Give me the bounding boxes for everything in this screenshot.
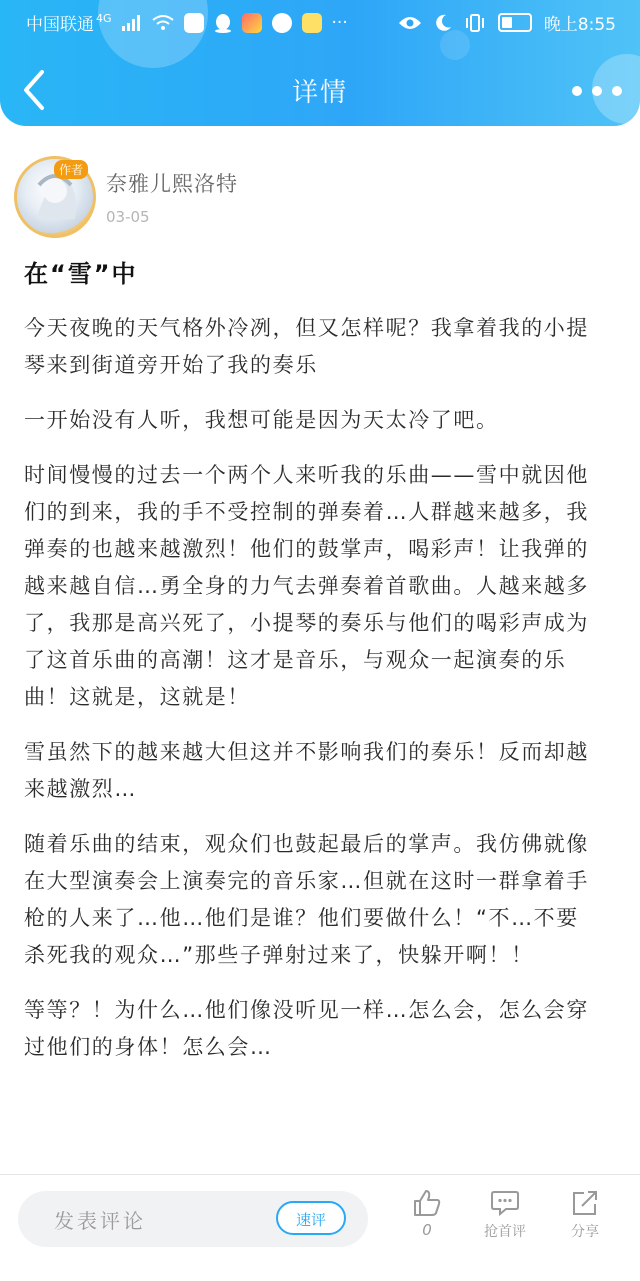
app-header: [0, 0, 640, 126]
status-bar: [0, 0, 640, 44]
more-notifications-icon: ···: [331, 12, 348, 33]
battery-icon: [498, 13, 532, 32]
first-comment-label: 抢首评: [484, 1224, 526, 1240]
article-title: 在“雪”中: [24, 260, 138, 288]
article-paragraph: 时间慢慢的过去一个两个人来听我的乐曲——雪中就因他们的到来，我的手不受控制的弹奏着…人群越来越多，我弹奏的也越来越激烈！他们的鼓掌声，喝彩声！让我弹的越来越自信…勇全身的力气去弹奏着首歌曲。人越来越多了，我那是高兴死了，小提琴的奏乐与他们的喝彩声成为了这首乐曲的高潮！这才是音乐，与观众一起演奏的乐曲！这就是，这就是！: [24, 463, 589, 709]
like-button[interactable]: [392, 1189, 462, 1239]
article-paragraph: 今天夜晚的天气格外冷冽，但又怎样呢？我拿着我的小提琴来到街道旁开始了我的奏乐: [24, 316, 589, 377]
signal-icon: [122, 15, 142, 31]
bottom-action-bar: [0, 1174, 640, 1281]
clock-label: 晚上8:55: [543, 15, 616, 35]
shield-app-icon: [184, 13, 204, 33]
nav-bar: [0, 54, 640, 126]
article-paragraph: 随着乐曲的结束，观众们也鼓起最后的掌声。我仿佛就像在大型演奏会上演奏完的音乐家…但就在这时一群拿着手枪的人来了…他…他们是谁？他们要做什么！“不…不要杀死我的观众…”那些子弹射过来了，快躲开啊！！: [24, 832, 589, 967]
article-body: [24, 310, 596, 1084]
author-badge: 作者: [54, 160, 88, 179]
article-paragraph: 一开始没有人听，我想可能是因为天太冷了吧。: [24, 408, 499, 432]
article-paragraph: 等等？！为什么…他们像没听见一样…怎么会，怎么会穿过他们的身体！怎么会…: [24, 998, 589, 1059]
article-paragraph: 雪虽然下的越来越大但这并不影响我们的奏乐！反而却越来越激烈…: [24, 740, 589, 801]
author-name[interactable]: 奈雅儿熙洛特: [106, 172, 238, 196]
comment-placeholder: 发表评论: [54, 1209, 146, 1233]
share-icon: [570, 1189, 600, 1217]
page-title: 详情: [291, 78, 348, 108]
comment-bubble-icon: [490, 1189, 520, 1217]
share-button[interactable]: [550, 1189, 620, 1241]
like-count: 0: [422, 1221, 432, 1239]
browser-app-icon: [272, 13, 292, 33]
moon-icon: [434, 14, 452, 32]
wifi-icon: [152, 15, 174, 31]
dot: [592, 86, 602, 96]
first-comment-button[interactable]: [470, 1189, 540, 1241]
post-date: 03-05: [106, 208, 150, 226]
thumbs-up-icon: [412, 1189, 442, 1217]
network-label: 4G: [96, 12, 112, 25]
qq-penguin-icon: [214, 13, 232, 33]
dot: [572, 86, 582, 96]
eye-icon: [398, 15, 422, 31]
chat-app-icon: [302, 13, 322, 33]
more-options-button[interactable]: [572, 76, 622, 106]
carrier-label: 中国联通: [26, 15, 94, 35]
app-store-icon: [242, 13, 262, 33]
quick-comment-button[interactable]: 速评: [276, 1201, 346, 1235]
dot: [612, 86, 622, 96]
share-label: 分享: [571, 1224, 599, 1240]
comment-input[interactable]: [18, 1191, 368, 1247]
vibrate-icon: [464, 14, 486, 32]
